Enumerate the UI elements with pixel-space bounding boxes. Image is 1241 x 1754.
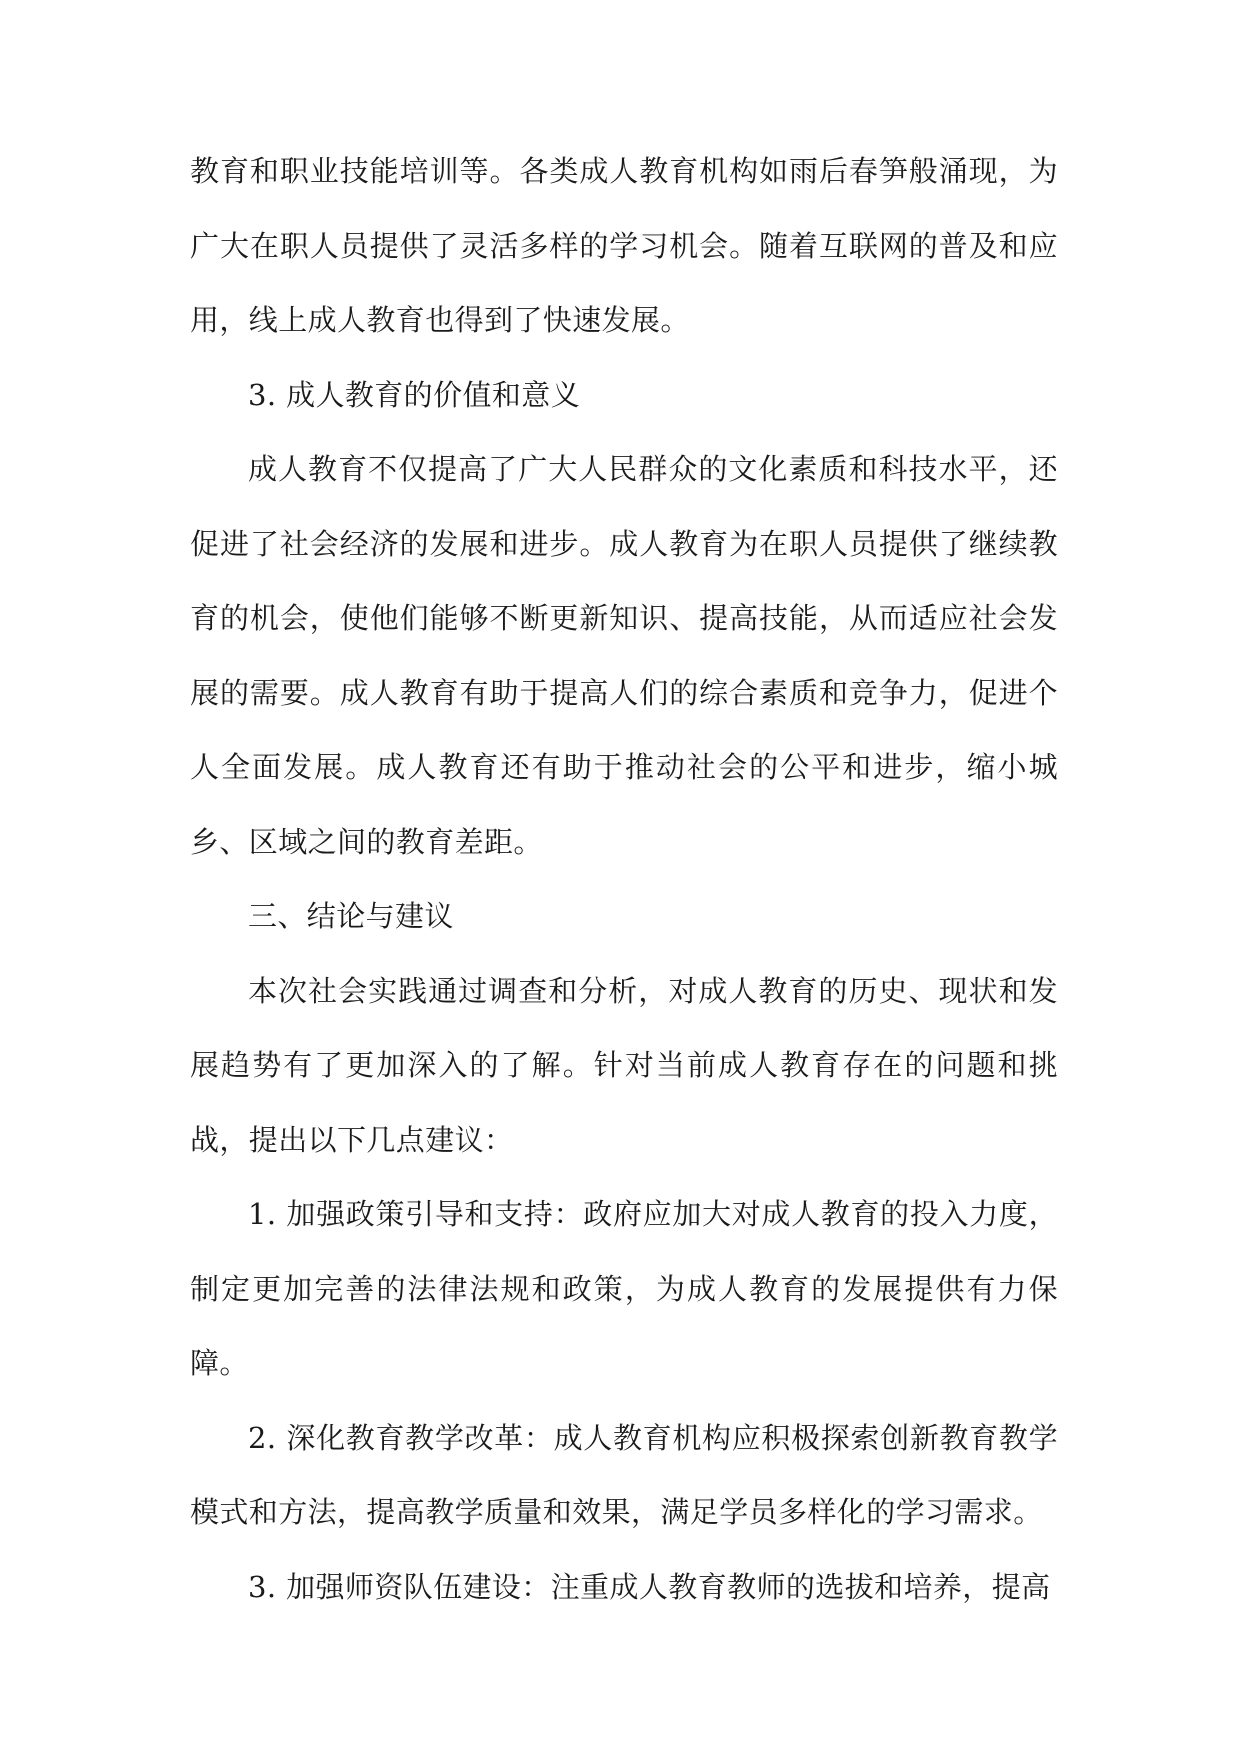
suggestion-item-1: 1. 加强政策引导和支持：政府应加大对成人教育的投入力度，制定更加完善的法律法规和政策，为成人教育的发展提供有力保障。: [190, 1197, 1058, 1380]
suggestion-item-3: 3. 加强师资队伍建设：注重成人教育教师的选拔和培养，提高: [248, 1569, 1051, 1604]
subheading-value-and-meaning: 3. 成人教育的价值和意义: [248, 377, 581, 412]
paragraph-value-and-meaning: 成人教育不仅提高了广大人民群众的文化素质和科技水平，还促进了社会经济的发展和进步。成人教育为在职人员提供了继续教育的机会，使他们能够不断更新知识、提高技能，从而适应社会发展的需要。成人教育有助于提高人们的综合素质和竞争力，促进个人全面发展。成人教育还有助于推动社会的公平和进步，缩小城乡、区域之间的教育差距。: [190, 452, 1058, 859]
section-heading-conclusion: 三、结论与建议: [248, 899, 454, 933]
document-body: [190, 134, 1058, 1624]
paragraph-conclusion-intro: 本次社会实践通过调查和分析，对成人教育的历史、现状和发展趋势有了更加深入的了解。针对当前成人教育存在的问题和挑战，提出以下几点建议：: [190, 973, 1058, 1157]
paragraph-continuation: 教育和职业技能培训等。各类成人教育机构如雨后春笋般涌现，为广大在职人员提供了灵活多样的学习机会。随着互联网的普及和应用，线上成人教育也得到了快速发展。: [190, 154, 1058, 337]
suggestion-item-2: 2. 深化教育教学改革：成人教育机构应积极探索创新教育教学模式和方法，提高教学质量和效果，满足学员多样化的学习需求。: [190, 1420, 1058, 1529]
